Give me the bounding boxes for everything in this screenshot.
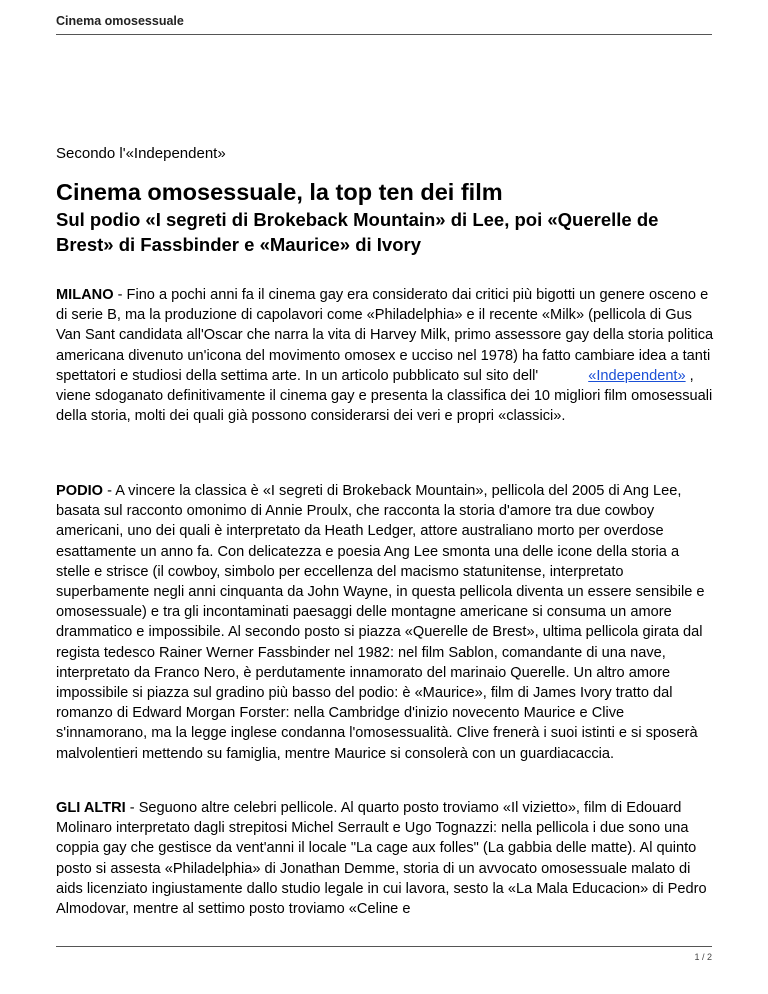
independent-link[interactable]: «Independent»: [588, 367, 686, 384]
altri-text: - Seguono altre celebri pellicole. Al quarto posto troviamo «Il vizietto», film di Edouard Molinaro interpretato dagli strepitosi Michel Serrault e Ugo Tognazzi: nella pellicola i due sono una coppia gay che gestisce da vent'anni il locale "La cage aux folles" (La gabbia delle matte). Al quinto posto si assesta «Philadelphia» di Jonathan Demme, storia di un avvocato omosessuale malato di aids licenziato ingiustamente dallo studio legale in cui lavora, sesto la «La Mala Educacion» di Pedro Almodovar, mentre al settimo posto troviamo «Celine e: [56, 800, 707, 918]
footer-divider: [56, 946, 712, 947]
podio-paragraph: [56, 481, 716, 764]
intro-text-before-link: - Fino a pochi anni fa il cinema gay era considerato dai critici più bigotti un genere osceno e di serie B, ma la produzione di capolavori come «Philadelphia» e il recente «Milk» (pellicola di Gus Van Sant candidata all'Oscar che narra la vita di Harvey Milk, primo assessore gay della storia politica americana divenuto un'icona del movimento omosex e ucciso nel 1978) ha fatto cambiare idea a tanti spettatori e studiosi della settima arte. In un articolo pubblicato sul sito dell': [56, 287, 714, 384]
running-header: Cinema omosessuale: [56, 14, 184, 28]
podio-text: - A vincere la classica è «I segreti di Brokeback Mountain», pellicola del 2005 di Ang Lee, basata sul racconto omonimo di Annie Proulx, che racconta la storia d'amore tra due cowboy americani, uno dei quali è interpretato da Heath Ledger, attore australiano morto per overdose esattamente un anno fa. Con delicatezza e poesia Ang Lee smonta una delle icone della storia a stelle e strisce (il cowboy, simbolo per eccellenza del macismo statunitense, interpretato superbamente negli anni cinquanta da John Wayne, in questa pellicola diventa un essere sensibile e omosessuale) e tra gli incontaminati paesaggi delle montagne americane si consuma un amore drammatico e impossibile. Al secondo posto si piazza «Querelle de Brest», ultima pellicola girata dal regista tedesco Rainer Werner Fassbinder nel 1982: nel film Sablon, comandante di una nave, interpretato da Franco Nero, è perdutamente innamorato del marinaio Querelle. Un altro amore impossibile si piazza sul gradino più basso del podio: è «Maurice», film di James Ivory tratto dal romanzo di Edward Morgan Forster: nella Cambridge d'inizio novecento Maurice e Clive s'innamorano, ma la legge inglese condanna l'omosessualità. Clive frenerà i suoi istinti e si sposerà malvolentieri mettendo su famiglia, mentre Maurice si consolerà con un guardiacaccia.: [56, 483, 705, 762]
intro-text-after-link: , viene sdoganato definitivamente il cinema gay e presenta la classifica dei 10 migliori film omosessuali della storia, molti dei quali già possono considerarsi dei veri e propri «classici».: [56, 367, 713, 425]
article-kicker: Secondo l'«Independent»: [56, 145, 226, 162]
intro-paragraph: [56, 285, 716, 426]
page-number: 1 / 2: [694, 952, 712, 962]
article-subtitle: Sul podio «I segreti di Brokeback Mountain» di Lee, poi «Querelle de Brest» di Fassbinder e «Maurice» di Ivory: [56, 209, 659, 255]
podio-lead: PODIO: [56, 483, 104, 499]
intro-lead: MILANO: [56, 287, 114, 303]
altri-lead: GLI ALTRI: [56, 800, 126, 816]
article-title: Cinema omosessuale, la top ten dei film: [56, 179, 503, 205]
header-divider: [56, 34, 712, 35]
altri-paragraph: [56, 798, 716, 940]
